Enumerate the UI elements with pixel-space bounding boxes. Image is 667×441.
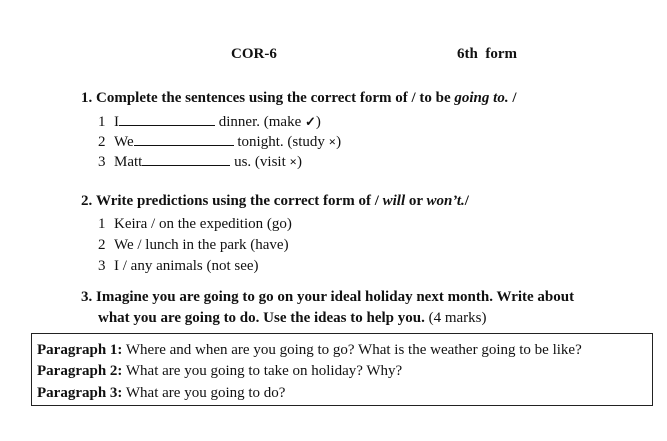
worksheet-form: 6th form [457,46,517,62]
question-1-title [81,90,517,107]
question-2-emphasis-wont: won’t. [426,193,465,209]
question-2-number: 2. [81,193,93,209]
question-1-emphasis: going to. [454,90,509,106]
question-1-item-3: 3 Matt us. (visit ×) [98,154,302,170]
paragraph-prompts-box [31,333,653,406]
question-1-item-1: 1 I dinner. (make ✓) [98,114,321,130]
question-1-text: Complete the sentences using the correct form of / to be [96,90,455,106]
worksheet-code: COR-6 [231,46,277,62]
question-3-marks: (4 marks) [424,310,487,326]
question-3-number: 3. [81,289,93,305]
answer-blank[interactable] [119,113,215,126]
question-1-text-end: / [508,90,517,106]
answer-blank[interactable] [134,133,234,146]
item-subject: We [114,134,134,150]
answer-blank[interactable] [142,153,230,166]
question-2-item-1: 1 Keira / on the expedition (go) [98,216,292,232]
question-2-text: Write predictions using the correct form of / [96,193,383,209]
paragraph-3-prompt: Paragraph 3: What are you going to do? [37,385,286,401]
cross-icon: × [328,134,337,149]
question-3-title-line-1: 3. Imagine you are going to go on your ideal holiday next month. Write about [81,289,575,305]
question-2-item-2: 2 We / lunch in the park (have) [98,237,289,253]
question-3-title-line-2: what you are going to do. Use the ideas to help you. (4 marks) [98,310,487,326]
question-1-number: 1. [81,90,93,106]
paragraph-2-prompt: Paragraph 2: What are you going to take on holiday? Why? [37,363,403,379]
question-1-item-2: 2 We tonight. (study ×) [98,134,342,150]
question-2-emphasis-will: will [382,193,406,209]
question-2-item-3: 3 I / any animals (not see) [98,258,259,274]
item-subject: Matt [114,154,143,170]
paragraph-1-prompt: Paragraph 1: Where and when are you going to go? What is the weather going to be like? [37,342,582,358]
cross-icon: × [289,154,297,169]
checkmark-icon: ✓ [304,114,316,129]
question-2-title: 2. Write predictions using the correct form of / will or won’t./ [81,193,469,209]
item-subject: I [114,114,119,130]
